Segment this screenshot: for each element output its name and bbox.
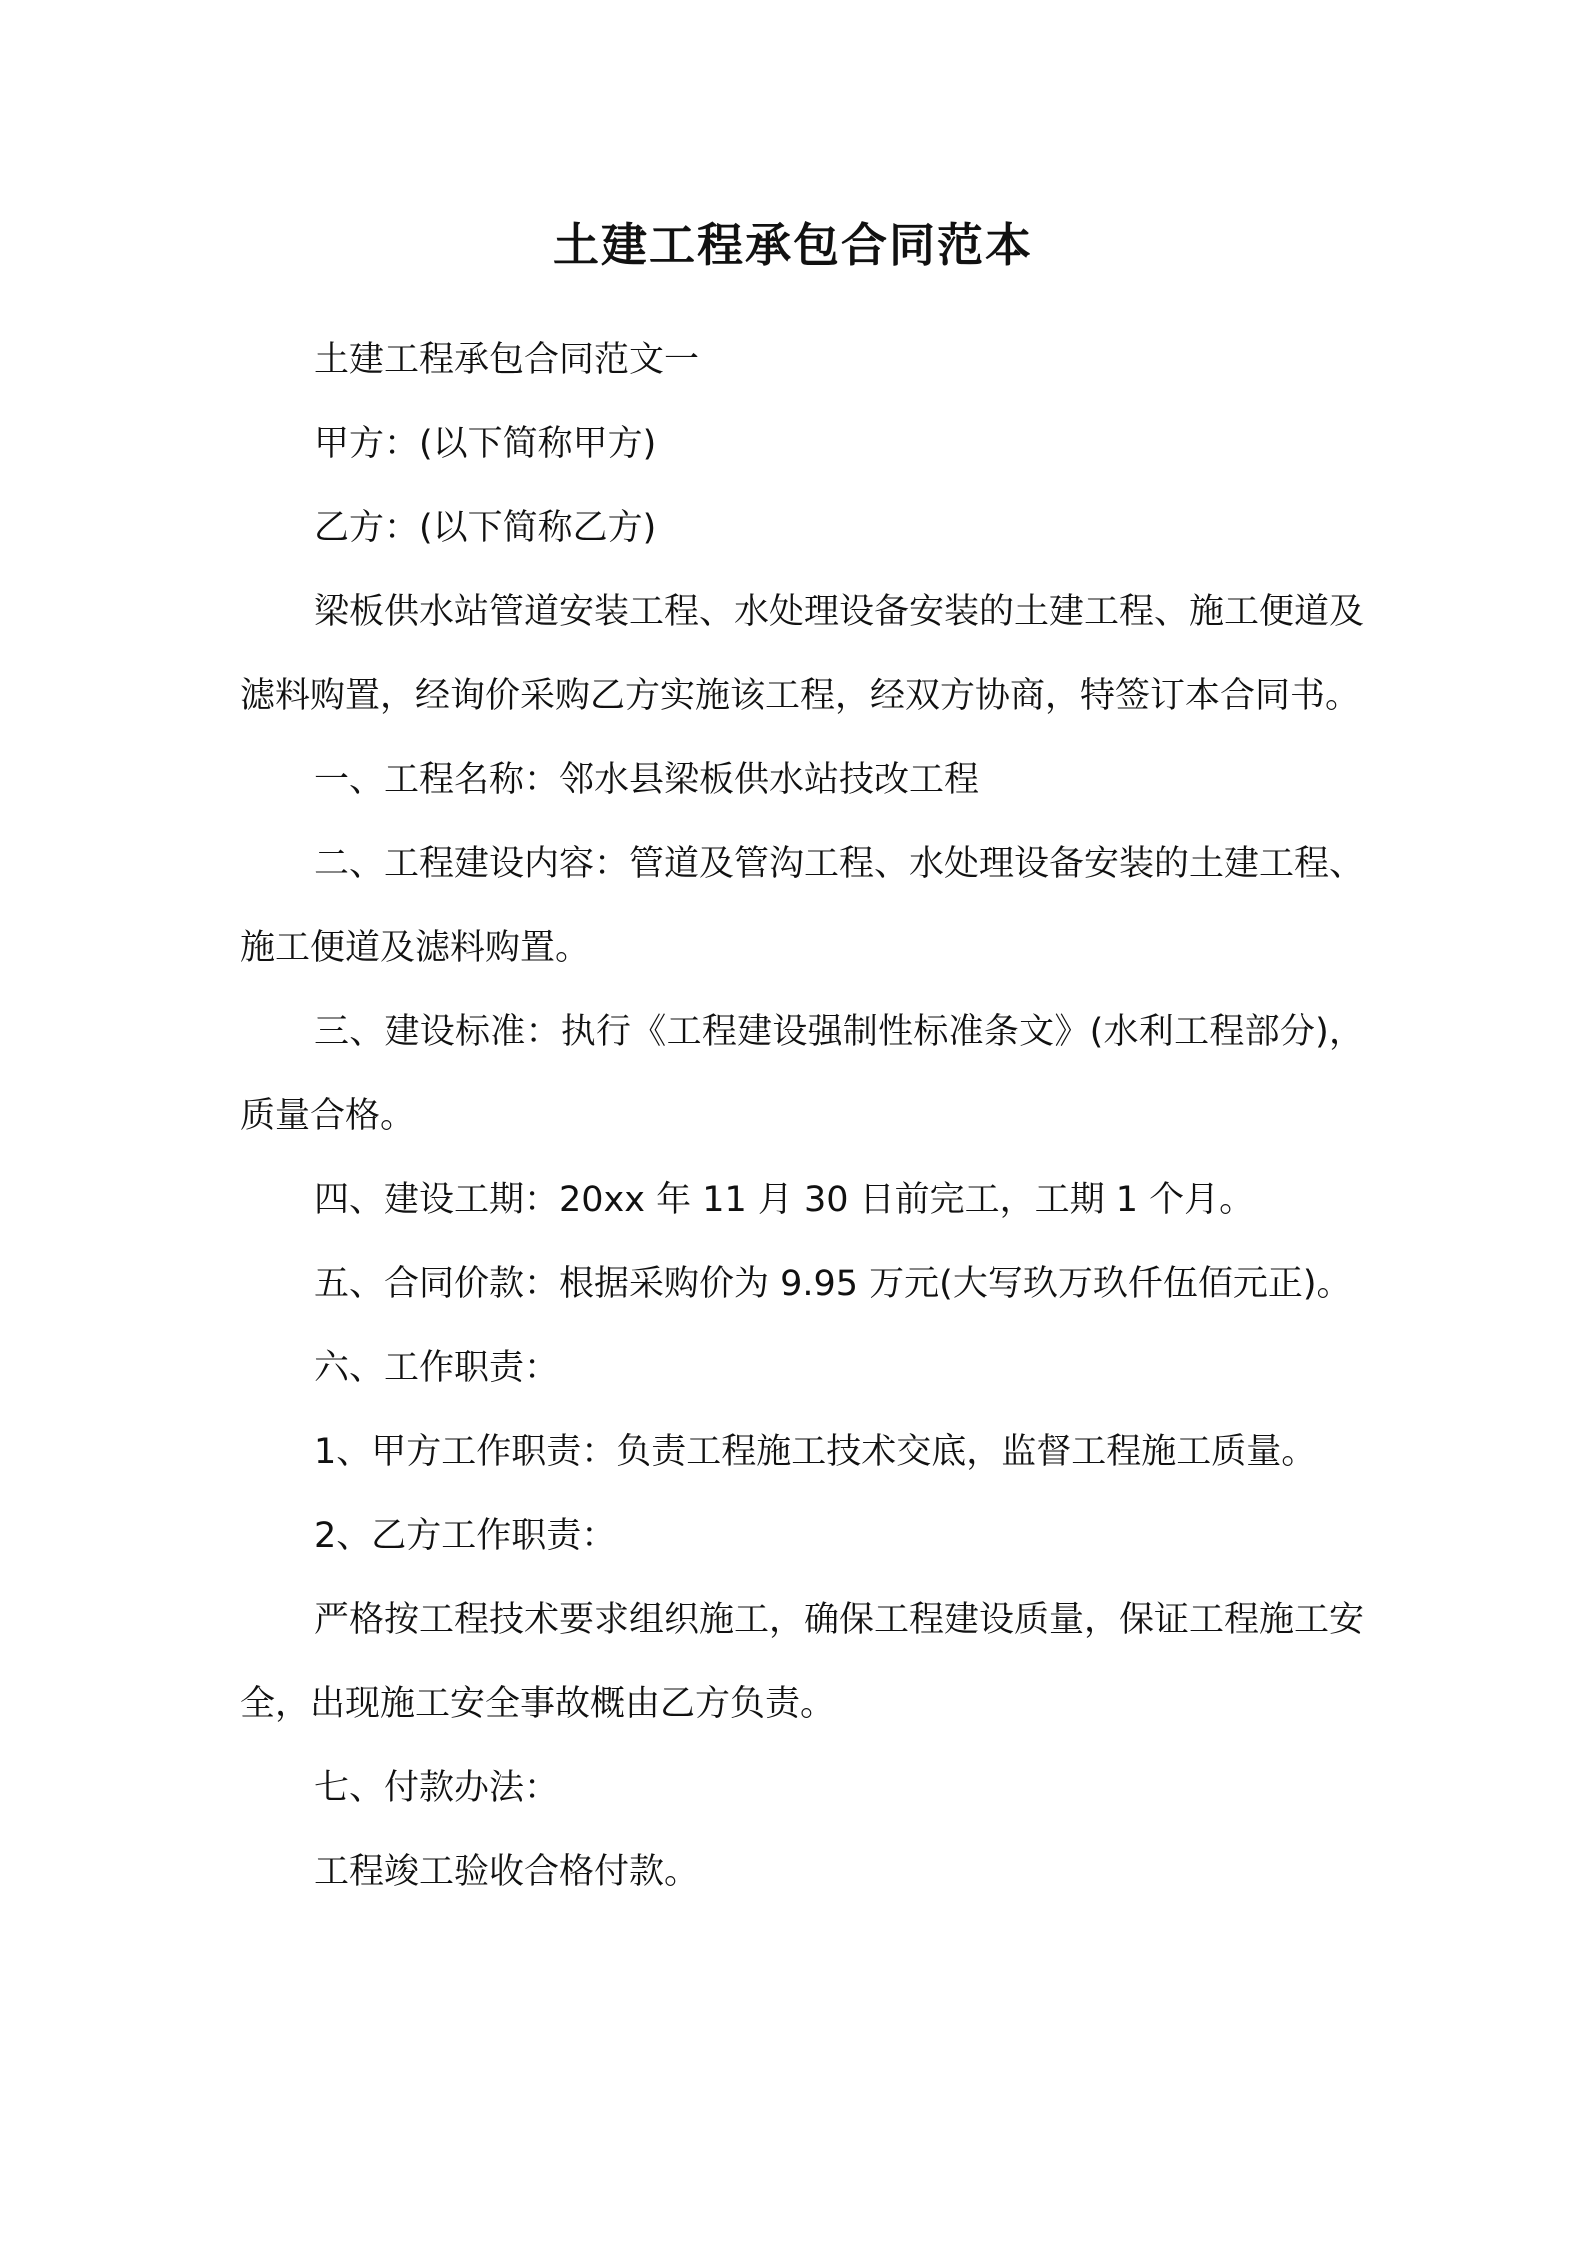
paragraph-party-b-duties: 严格按工程技术要求组织施工，确保工程建设质量，保证工程施工安全，出现施工安全事故概由乙方负责。 [240, 1600, 1365, 1724]
paragraph-construction-content: 二、工程建设内容：管道及管沟工程、水处理设备安装的土建工程、施工便道及滤料购置。 [240, 844, 1365, 968]
paragraph-party-b-duties-heading: 2、乙方工作职责： [314, 1516, 617, 1556]
paragraph-payment-method: 七、付款办法： [314, 1768, 560, 1808]
paragraph-payment-terms: 工程竣工验收合格付款。 [314, 1852, 700, 1892]
paragraph-party-a: 甲方：(以下简称甲方) [314, 424, 657, 464]
paragraph-party-a-duties: 1、甲方工作职责：负责工程施工技术交底，监督工程施工质量。 [314, 1432, 1317, 1472]
paragraph-contract-price: 五、合同价款：根据采购价为 9.95 万元(大写玖万玖仟伍佰元正)。 [314, 1264, 1352, 1304]
paragraph-responsibilities: 六、工作职责： [314, 1348, 560, 1388]
paragraph-intro: 梁板供水站管道安装工程、水处理设备安装的土建工程、施工便道及滤料购置，经询价采购乙方实施该工程，经双方协商，特签订本合同书。 [240, 592, 1365, 716]
paragraph-project-name: 一、工程名称：邻水县梁板供水站技改工程 [314, 760, 980, 800]
document-body [240, 318, 1364, 1914]
paragraph-construction-standard: 三、建设标准：执行《工程建设强制性标准条文》(水利工程部分)，质量合格。 [240, 1012, 1364, 1136]
paragraph-subtitle: 土建工程承包合同范文一 [314, 340, 700, 380]
document-title: 土建工程承包合同范本 [553, 218, 1033, 272]
paragraph-construction-period: 四、建设工期：20xx 年 11 月 30 日前完工，工期 1 个月。 [314, 1180, 1255, 1220]
paragraph-party-b: 乙方：(以下简称乙方) [314, 508, 657, 548]
